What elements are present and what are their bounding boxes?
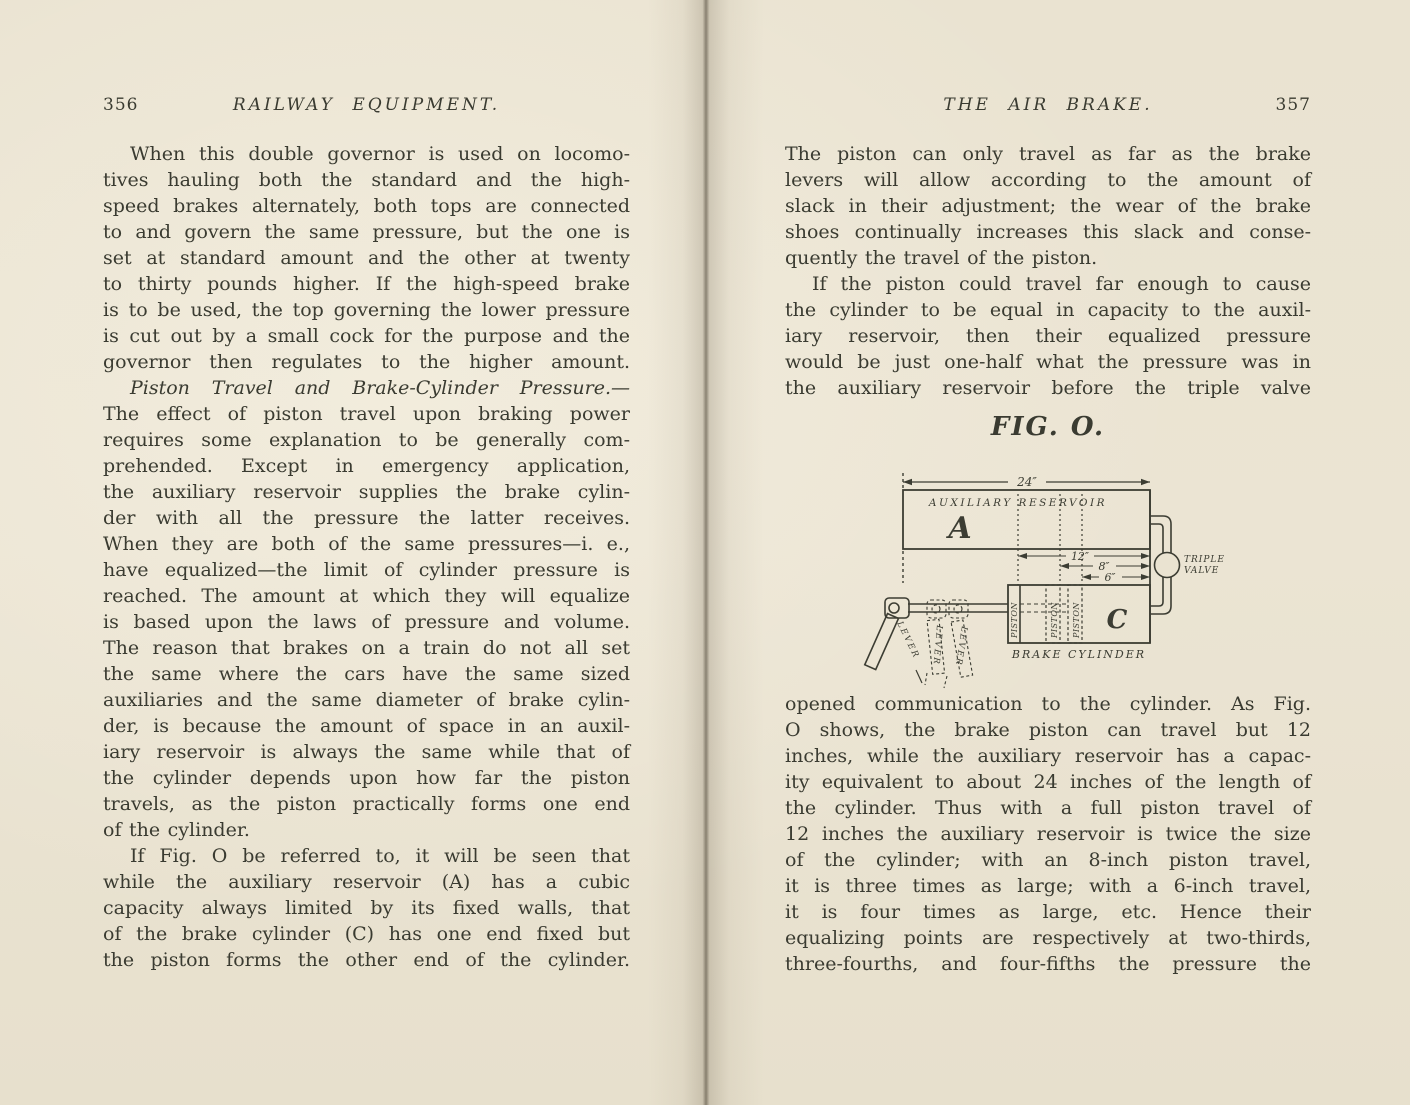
- text-line: The effect of piston travel upon braking power: [103, 403, 630, 425]
- page-number-right: 357: [1275, 95, 1311, 115]
- text-line: levers will allow according to the amount of: [785, 169, 1311, 191]
- piston-rod-dashed-travel: [1020, 604, 1068, 612]
- right-page-text-block-bottom: [785, 691, 1311, 977]
- text-line: shoes continually increases this slack and conse-: [785, 221, 1311, 243]
- text-line: O shows, the brake piston can travel but 12: [785, 719, 1311, 741]
- auxiliary-reservoir-label: AUXILIARY RESERVOIR: [928, 497, 1108, 509]
- figure-fig-o-diagram: [860, 452, 1240, 697]
- rod-clevis-dashed-1: [927, 600, 946, 618]
- text-line: inches, while the auxiliary reservoir has a capac-: [785, 745, 1311, 767]
- text-line: the auxiliary reservoir supplies the brake cylin-: [103, 481, 630, 503]
- triple-valve-circle: [1155, 553, 1180, 578]
- text-line: the same where the cars have the same sized: [103, 663, 630, 685]
- triple-valve-label-line1: TRIPLE: [1184, 555, 1225, 565]
- text-line: have equalized—the limit of cylinder pressure is: [103, 559, 630, 581]
- clevis-pin-hole: [889, 603, 899, 613]
- text-line: quently the travel of the piston.: [785, 247, 1098, 269]
- text-line: slack in their adjustment; the wear of the brake: [785, 195, 1311, 217]
- brake-cylinder-label: BRAKE CYLINDER: [1011, 648, 1147, 661]
- text-line: der with all the pressure the latter receives.: [103, 507, 630, 529]
- page-gutter-shadow: [648, 0, 764, 1105]
- text-line: 12 inches the auxiliary reservoir is twice the size: [785, 823, 1311, 845]
- text-line: of the brake cylinder (C) has one end fixed but: [103, 923, 630, 945]
- text-line: iary reservoir, then their equalized pressure: [785, 325, 1311, 347]
- figure-title: FIG. O.: [990, 412, 1106, 442]
- text-line: opened communication to the cylinder. As Fig.: [785, 693, 1311, 715]
- lever-tip-solid: [916, 670, 922, 683]
- page-number-left: 356: [103, 95, 139, 115]
- text-line: The piston can only travel as far as the brake: [785, 143, 1311, 165]
- text-line: the piston forms the other end of the cylinder.: [103, 949, 630, 971]
- dimension-label-24: 24″: [1017, 475, 1037, 489]
- text-line: the cylinder. Thus with a full piston travel of: [785, 797, 1311, 819]
- text-line: iary reservoir is always the same while that of: [103, 741, 630, 763]
- text-line: while the auxiliary reservoir (A) has a cubic: [103, 871, 630, 893]
- text-line: to and govern the same pressure, but the one is: [103, 221, 630, 243]
- text-line: reached. The amount at which they will equalize: [103, 585, 630, 607]
- lever-label-dashed-1: LEVER: [930, 624, 944, 667]
- right-page-text-block-top: [785, 141, 1311, 401]
- text-line: When they are both of the same pressures—i. e.,: [103, 533, 630, 555]
- text-line: the cylinder depends upon how far the piston: [103, 767, 630, 789]
- dimension-label-8: 8″: [1098, 560, 1110, 573]
- text-line: When this double governor is used on locomo-: [130, 143, 630, 165]
- lever-label-dashed-2: LEVER: [952, 625, 969, 668]
- text-line: it is three times as large; with a 6-inch travel,: [785, 875, 1311, 897]
- text-line: tives hauling both the standard and the high-: [103, 169, 630, 191]
- section-heading-line: Piston Travel and Brake-Cylinder Pressure.—: [130, 377, 630, 399]
- reservoir-letter-a: A: [948, 511, 972, 546]
- running-title-right: THE AIR BRAKE.: [943, 95, 1153, 115]
- piston-label-dashed-2: PISTON: [1072, 602, 1081, 638]
- text-line: three-fourths, and four-fifths the pressure the: [785, 953, 1311, 975]
- text-line: is to be used, the top governing the lower pressure: [103, 299, 630, 321]
- text-line: prehended. Except in emergency application,: [103, 455, 630, 477]
- lever-label-solid: LEVER: [894, 619, 922, 661]
- dimension-label-12: 12″: [1070, 550, 1090, 563]
- text-line: If the piston could travel far enough to cause: [812, 273, 1311, 295]
- text-line: of the cylinder; with an 8-inch piston travel,: [785, 849, 1311, 871]
- running-title-left: RAILWAY EQUIPMENT.: [232, 95, 501, 115]
- piston-label-solid: PISTON: [1010, 602, 1019, 638]
- text-line: If Fig. O be referred to, it will be seen that: [130, 845, 630, 867]
- triple-valve-label-line2: VALVE: [1184, 566, 1220, 576]
- text-line: travels, as the piston practically forms one end: [103, 793, 630, 815]
- rod-clevis-dashed-2: [949, 600, 968, 618]
- text-line: to thirty pounds higher. If the high-speed brake: [103, 273, 630, 295]
- text-line: requires some explanation to be generally com-: [103, 429, 630, 451]
- text-line: equalizing points are respectively at two-thirds,: [785, 927, 1311, 949]
- text-line: the cylinder to be equal in capacity to the auxil-: [785, 299, 1311, 321]
- lever-tips-dashed: [925, 673, 947, 688]
- text-line: it is four times as large, etc. Hence their: [785, 901, 1311, 923]
- text-line: auxiliaries and the same diameter of brake cylin-: [103, 689, 630, 711]
- text-line: governor then regulates to the higher amount.: [103, 351, 630, 373]
- dimension-label-6: 6″: [1104, 571, 1116, 584]
- text-line: ity equivalent to about 24 inches of the length of: [785, 771, 1311, 793]
- cylinder-letter-c: C: [1106, 605, 1128, 635]
- text-line: speed brakes alternately, both tops are connected: [103, 195, 630, 217]
- text-line: the auxiliary reservoir before the triple valve: [785, 377, 1311, 399]
- piston-label-dashed-1: PISTON: [1050, 602, 1059, 638]
- text-line: capacity always limited by its fixed walls, that: [103, 897, 630, 919]
- left-page-text-block: [103, 141, 630, 973]
- text-line: is based upon the laws of pressure and volume.: [103, 611, 630, 633]
- text-line: set at standard amount and the other at twenty: [103, 247, 630, 269]
- text-line: The reason that brakes on a train do not all set: [103, 637, 630, 659]
- text-line: would be just one-half what the pressure was in: [785, 351, 1311, 373]
- brake-lever-solid: [865, 614, 899, 670]
- text-line: is cut out by a small cock for the purpose and the: [103, 325, 630, 347]
- text-line: der, is because the amount of space in an auxil-: [103, 715, 630, 737]
- text-line: of the cylinder.: [103, 819, 250, 841]
